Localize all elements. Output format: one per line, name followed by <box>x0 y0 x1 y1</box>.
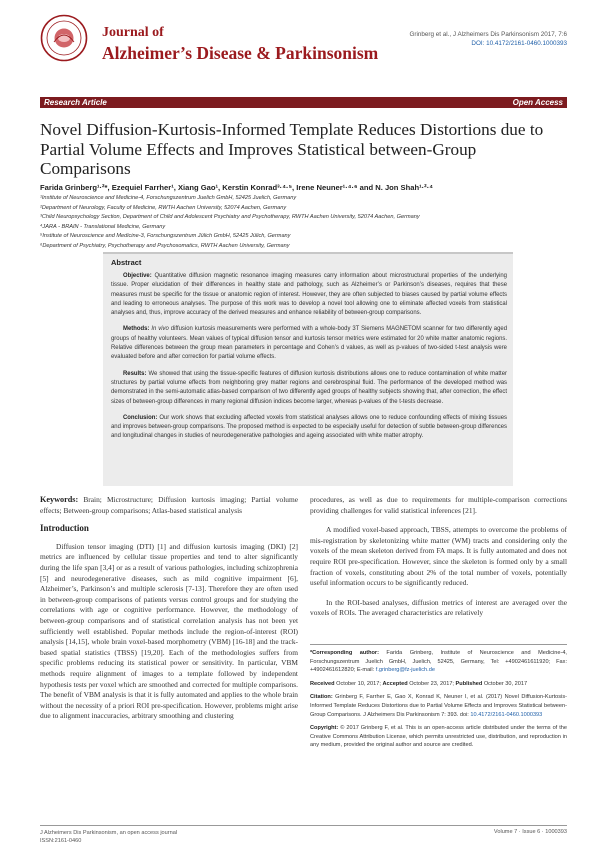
keywords-label: Keywords: <box>40 495 79 504</box>
conclusion-text: Our work shows that excluding affected voxels from statistical analyses allows one to reduce confounding effects of mixing tissues and improves between-group comparisons. The proposed method is expected to be especially useful for detection of subtle between-group differences and longitudinal changes in studies of neurodegenerative pathologies and ageing associated with white matter atrophy. <box>111 414 507 440</box>
article-footnotes <box>310 644 567 755</box>
journal-name: Alzheimer’s Disease & Parkinsonism <box>102 43 379 63</box>
journal-of-label: Journal of <box>102 25 164 40</box>
header-citation <box>327 30 567 48</box>
methods-label: Methods: <box>123 326 150 333</box>
article-title: Novel Diffusion-Kurtosis-Informed Template Reduces Distortions due to Partial Volume Effects and Improves Statistical between-Group Comparisons <box>40 120 544 178</box>
results-label: Results: <box>123 370 147 377</box>
intro-paragraph-2: A modified voxel-based approach, TBSS, attempts to overcome the problems of mis-registration by skeletonizing white matter (WM) tracts and considering only the voxels of the mean skeleton derived from FA maps. It is fully automated and does not require ROI pre-specification. However, since the skeleton is formed only by a small fraction of voxels, constituting about 2% of the total number of voxels, potentially useful information occurs to be significantly reduced. <box>310 525 567 588</box>
abstract-objective <box>111 272 507 318</box>
corresponding-author-text: Farida Grinberg, Institute of Neuroscience and Medicine-4, Forschungszentrum Juelich GmbH, Juelich, 52425, Germany, Tel: +4902461611920; Fax: +4902461612820; E-mail: <box>310 650 567 674</box>
copyright-block <box>310 724 567 750</box>
article-dates <box>310 680 567 689</box>
article-type-banner <box>40 97 567 108</box>
page-footer <box>40 825 567 842</box>
header-citation-text: Grinberg et al., J Alzheimers Dis Parkinsonism 2017, 7:6 <box>409 31 567 38</box>
affiliation-3: ³Child Neuropsychology Section, Department of Child and Adolescent Psychiatry and Psychotherapy, RWTH Aachen University, 52074 Aachen, Germany <box>40 214 420 221</box>
abstract-conclusion <box>111 414 507 442</box>
published-date: October 30, 2017 <box>482 680 528 687</box>
abstract-box <box>103 252 513 486</box>
open-access-label: Open Access <box>512 98 563 107</box>
abstract-results <box>111 370 507 407</box>
abstract-methods <box>111 325 507 362</box>
intro-paragraph-1: Diffusion tensor imaging (DTI) [1] and diffusion kurtosis imaging (DKI) [2] metrics are influenced by cellular tissue properties and tend to alter significantly during the life span [3,4] or as a result of various pathologies, including schizophrenia [5] and neurodegenerative diseases, such as mild cognitive impairment [6], Alzheimer’s, Parkinson’s and multiple sclerosis [7-13]. Therefore they are often used in between-group comparisons of patients versus control groups and for studying the correlations with age or cognitive performance. However, the methodology of between-group comparisons and of statistical correlation analysis has not been yet sufficiently well established. Popular methods include the region-of-interest (ROI) analysis [14,15], whole brain voxel-based morphometry (VBM) [16-18] and the track-based spatial statistics (TBSS) [19,20]. Each of the methodologies suffers from specific problems reducing its statistical power or sensitivity. In particular, VBM methods require alignment of images to a template followed by independent hypothesis tests per voxel which are smoothed and corrected for multiple comparisons. The benefit of VBM analysis is that it is fully automated and applies to the whole brain without the necessity of a priori ROI pre-specification. However, problems might arise due to alignment inaccuracies, arbitrary smoothing and clustering <box>40 541 298 721</box>
introduction-heading: Introduction <box>40 523 89 534</box>
methods-italic: In vivo <box>151 326 169 333</box>
accepted-label: Accepted <box>382 680 408 687</box>
affiliations <box>40 194 567 252</box>
footer-journal: J Alzheimers Dis Parkinsonism, an open access journal <box>40 830 178 836</box>
affiliation-6: ⁶Department of Psychiatry, Psychotherapy and Psychosomatics, RWTH Aachen University, Germany <box>40 242 290 249</box>
received-label: Received <box>310 680 335 687</box>
footer-volume: Volume 7 · Issue 6 · 1000393 <box>493 829 567 835</box>
accepted-date: October 23, 2017; <box>407 680 456 687</box>
copyright-label: Copyright: <box>310 725 339 732</box>
citation-doi-link[interactable]: 10.4172/2161-0460.1000393 <box>470 711 543 718</box>
results-text: We showed that using the tissue-specific features of diffusion kurtosis distributions allows one to reduce contamination of white matter structures by partial volume effects from neighboring grey matter regions and cerebrospinal fluid. The performance of the developed method was demonstrated in the semi-automatic atlas-based comparison of two differently aged groups of healthy subjects showing that, after correction, the effect sizes of between-group differences in many regional diffusion indices become larger, whereas p-values of the t-tests decrease. <box>111 370 507 405</box>
header-doi-link[interactable]: DOI: 10.4172/2161-0460.1000393 <box>471 40 567 47</box>
corresponding-author <box>310 649 567 675</box>
citation-block <box>310 693 567 719</box>
published-label: Published <box>455 680 483 687</box>
intro-paragraph-1-continued: procedures, as well as due to requirements for multiple-comparison corrections providing challenges for valid statistical inferences [21]. <box>310 495 567 515</box>
received-date: October 10, 2017; <box>334 680 383 687</box>
left-column <box>40 495 298 722</box>
affiliation-1: ¹Institute of Neuroscience and Medicine-4, Forschungszentrum Juelich GmbH, 52425 Juelich, Germany <box>40 195 297 201</box>
author-email-link[interactable]: f.grinberg@fz-juelich.de <box>375 667 435 674</box>
footer-issn: ISSN:2161-0460 <box>40 838 82 842</box>
abstract-heading: Abstract <box>111 258 142 267</box>
conclusion-label: Conclusion: <box>123 414 158 421</box>
affiliation-5: ⁵Institute of Neuroscience and Medicine-3, Forschungszentrum Jülich GmbH, 52425 Jülich, Germany <box>40 233 291 240</box>
research-article-label: Research Article <box>44 98 107 107</box>
citation-text: Grinberg F, Farrher E, Gao X, Konrad K, Neuner I, et al. (2017) Novel Diffusion-Kurtosis-Informed Template Reduces Distortions due to Partial Volume Effects and Improves Statistical between-Group Comparisons. J Alzheimers Dis Parkinsonism 7: 393. doi: <box>310 694 567 718</box>
affiliation-4: ⁴JARA - BRAIN - Translational Medicine, Germany <box>40 223 166 230</box>
intro-paragraph-3: In the ROI-based analyses, diffusion metrics of interest are averaged over the voxels of ROIs. The averaged characteristics are relatively <box>310 597 567 618</box>
footer-journal-info <box>40 829 177 842</box>
right-column <box>310 495 567 619</box>
corresponding-author-label: *Corresponding author: <box>310 650 379 656</box>
author-list: Farida Grinberg¹·²*, Ezequiel Farrher¹, Xiang Gao¹, Kerstin Konrad³·⁴·⁵, Irene Neuner¹·⁴·⁶ and N. Jon Shah¹·²·⁴ <box>40 183 433 192</box>
methods-text: diffusion kurtosis measurements were performed with a whole-body 3T Siemens MAGNETOM scanner for two differently aged groups of healthy volunteers. Mean values of typical diffusion tensor and kurtosis tensor metrics were estimated for 20 white matter anatomic regions. Relative differences between the group mean parameters in percentage and Cohen’s d values, as well as p-values of two-sided t-test analysis were evaluated before and after correction for partial volume effects. <box>111 326 507 361</box>
affiliation-2: ²Department of Neurology, Faculty of Medicine, RWTH Aachen University, 52074 Aachen, Germany <box>40 204 287 211</box>
citation-label: Citation: <box>310 694 333 701</box>
objective-label: Objective: <box>123 273 152 279</box>
journal-logo <box>40 14 88 62</box>
keywords-text: Brain; Microstructure; Diffusion kurtosis imaging; Partial volume effects; Between-group comparisons; Atlas-based statistical analysis <box>40 495 298 515</box>
objective-text: Quantitative diffusion magnetic resonance imaging measures carry information about microstructural properties of the underlying tissue. Proper elucidation of their differences in healthy state and pathology, such as Alzheimer’s or Parkinson’s diseases, requires that these measures must be specific for the tissue or anatomic region of interest. However, they are often subjected to biases caused by partial volume effects and leading to erroneous analyses. The purpose of this work was to develop a novel tool allowing one to eliminate affected voxels from statistical analyses and, thus, improve accuracy of the derived measures and enhance reliability of between-group comparisons. <box>111 273 507 317</box>
copyright-text: © 2017 Grinberg F, et al. This is an open-access article distributed under the terms of the Creative Commons Attribution License, which permits unrestricted use, distribution, and reproduction in any medium, provided the original author and source are credited. <box>310 725 567 749</box>
keywords <box>40 495 298 516</box>
